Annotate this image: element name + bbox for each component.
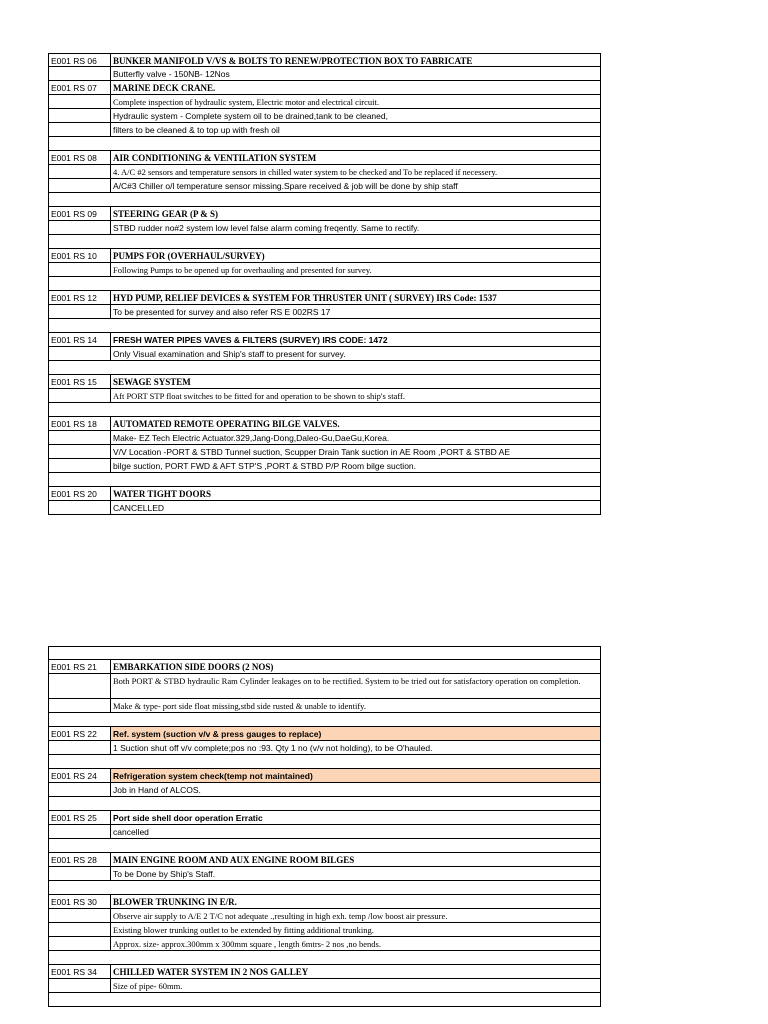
empty-code-cell [49, 361, 111, 374]
item-detail: bilge suction, PORT FWD & AFT STP'S ,PORT & STBD P/P Room bilge suction. [113, 461, 417, 471]
empty-cell [111, 361, 600, 374]
blank-row [48, 319, 601, 333]
item-header-row [48, 660, 601, 674]
item-code: E001 RS 21 [49, 660, 111, 673]
empty-code-cell [49, 347, 111, 360]
empty-code-cell [49, 109, 111, 122]
item-code: E001 RS 09 [49, 207, 111, 220]
item-detail: 1 Suction shut off v/v complete;pos no :93. Qty 1 no (v/v not holding), to be O'hauled. [113, 743, 433, 753]
empty-cell [111, 713, 600, 726]
item-title: FRESH WATER PIPES VAVES & FILTERS (SURVEY) IRS CODE: 1472 [113, 335, 388, 345]
empty-code-cell [49, 839, 111, 852]
blank-row [48, 951, 601, 965]
item-detail-row [48, 431, 601, 445]
item-detail: Size of pipe- 60mm. [113, 981, 183, 991]
item-detail: Butterfly valve - 150NB- 12Nos [113, 69, 230, 79]
empty-cell [111, 755, 600, 768]
empty-code-cell [49, 123, 111, 136]
empty-code-cell [49, 647, 111, 659]
blank-row [48, 473, 601, 487]
empty-cell [111, 403, 600, 416]
blank-row [48, 993, 601, 1007]
item-detail: A/C#3 Chiller o/l temperature sensor missing.Spare received & job will be done by ship staff [113, 181, 458, 191]
empty-code-cell [49, 67, 111, 80]
empty-cell [111, 881, 600, 894]
empty-cell [111, 797, 600, 810]
item-title: CHILLED WATER SYSTEM IN 2 NOS GALLEY [113, 967, 309, 977]
item-header-row [48, 81, 601, 95]
item-detail: Make- EZ Tech Electric Actuator.329,Jang-Dong,Daleo-Gu,DaeGu,Korea. [113, 433, 390, 443]
empty-cell [111, 647, 600, 659]
item-detail-row [48, 389, 601, 403]
blank-row [48, 137, 601, 151]
item-code: E001 RS 07 [49, 81, 111, 94]
blank-row [48, 797, 601, 811]
item-detail: CANCELLED [113, 503, 165, 513]
empty-code-cell [49, 881, 111, 894]
item-title: WATER TIGHT DOORS [113, 489, 212, 499]
empty-code-cell [49, 445, 111, 458]
item-header-row [48, 333, 601, 347]
item-title: EMBARKATION SIDE DOORS (2 NOS) [113, 662, 274, 672]
blank-row [48, 755, 601, 769]
empty-code-cell [49, 459, 111, 472]
blank-row [48, 403, 601, 417]
empty-code-cell [49, 501, 111, 514]
blank-row [48, 713, 601, 727]
item-title: STEERING GEAR (P & S) [113, 209, 219, 219]
item-detail: Complete inspection of hydraulic system, Electric motor and electrical circuit. [113, 97, 380, 107]
item-code: E001 RS 34 [49, 965, 111, 978]
item-code: E001 RS 14 [49, 333, 111, 346]
item-code: E001 RS 06 [49, 54, 111, 66]
item-detail: Observe air supply to A/E 2 T/C not adequate .,resulting in high exh. temp /low boost air pressure. [113, 911, 448, 921]
item-detail-row [48, 109, 601, 123]
item-code: E001 RS 18 [49, 417, 111, 430]
item-detail-row [48, 95, 601, 109]
item-detail-row [48, 165, 601, 179]
item-title: AUTOMATED REMOTE OPERATING BILGE VALVES. [113, 419, 340, 429]
item-detail: Approx. size- approx.300mm x 300mm square , length 6mtrs- 2 nos ,no bends. [113, 939, 381, 949]
item-detail-row [48, 741, 601, 755]
empty-code-cell [49, 179, 111, 192]
blank-row [48, 839, 601, 853]
item-detail-row [48, 445, 601, 459]
empty-code-cell [49, 993, 111, 1006]
item-detail-row [48, 305, 601, 319]
item-detail-row [48, 867, 601, 881]
item-code: E001 RS 24 [49, 769, 111, 782]
empty-code-cell [49, 783, 111, 796]
item-detail: Both PORT & STBD hydraulic Ram Cylinder leakages on to be rectified. System to be tried out for satisfactory operation on completion. [113, 676, 581, 686]
item-detail-row [48, 459, 601, 473]
empty-code-cell [49, 937, 111, 950]
empty-code-cell [49, 741, 111, 754]
work-list-table-1 [48, 53, 601, 515]
empty-cell [111, 951, 600, 964]
item-detail: V/V Location -PORT & STBD Tunnel suction, Scupper Drain Tank suction in AE Room ,PORT & STBD AE [113, 447, 511, 457]
item-detail-row [48, 923, 601, 937]
item-detail: filters to be cleaned & to top up with fresh oil [113, 125, 280, 135]
empty-cell [111, 137, 600, 150]
empty-code-cell [49, 235, 111, 248]
work-list-table-2 [48, 646, 601, 1007]
item-detail-row [48, 783, 601, 797]
blank-row [48, 193, 601, 207]
item-title: SEWAGE SYSTEM [113, 377, 191, 387]
empty-cell [111, 277, 600, 290]
empty-code-cell [49, 825, 111, 838]
empty-cell [111, 319, 600, 332]
item-detail: To be presented for survey and also refer RS E 002RS 17 [113, 307, 331, 317]
empty-cell [111, 473, 600, 486]
item-detail-row [48, 347, 601, 361]
item-header-row [48, 769, 601, 783]
item-header-row [48, 811, 601, 825]
item-header-row [48, 249, 601, 263]
item-detail: STBD rudder no#2 system low level false alarm coming freqently. Same to rectify. [113, 223, 420, 233]
item-detail-row [48, 979, 601, 993]
blank-row [48, 646, 601, 660]
item-code: E001 RS 25 [49, 811, 111, 824]
item-code: E001 RS 15 [49, 375, 111, 388]
item-detail: To be Done by Ship's Staff. [113, 869, 216, 879]
empty-code-cell [49, 165, 111, 178]
item-title: AIR CONDITIONING & VENTILATION SYSTEM [113, 153, 317, 163]
item-detail: Only Visual examination and Ship's staff to present for survey. [113, 349, 346, 359]
empty-code-cell [49, 797, 111, 810]
item-detail-row [48, 179, 601, 193]
item-detail-row [48, 674, 601, 699]
item-title: PUMPS FOR (OVERHAUL/SURVEY) [113, 251, 265, 261]
item-detail: Job in Hand of ALCOS. [113, 785, 201, 795]
empty-code-cell [49, 951, 111, 964]
blank-row [48, 235, 601, 249]
empty-code-cell [49, 979, 111, 992]
item-title: Port side shell door operation Erratic [113, 813, 263, 823]
item-title: MAIN ENGINE ROOM AND AUX ENGINE ROOM BILGES [113, 855, 355, 865]
item-code: E001 RS 10 [49, 249, 111, 262]
empty-code-cell [49, 909, 111, 922]
item-code: E001 RS 30 [49, 895, 111, 908]
item-header-row [48, 375, 601, 389]
item-detail: Hydraulic system - Complete system oil to be drained,tank to be cleaned, [113, 111, 388, 121]
item-title: MARINE DECK CRANE. [113, 83, 216, 93]
empty-code-cell [49, 923, 111, 936]
item-header-row [48, 417, 601, 431]
item-detail-row [48, 123, 601, 137]
empty-cell [111, 193, 600, 206]
item-header-row [48, 487, 601, 501]
blank-row [48, 881, 601, 895]
item-code: E001 RS 12 [49, 291, 111, 304]
item-code: E001 RS 22 [49, 727, 111, 740]
item-header-row [48, 207, 601, 221]
empty-code-cell [49, 193, 111, 206]
item-detail: Following Pumps to be opened up for overhauling and presented for survey. [113, 265, 372, 275]
item-title: BLOWER TRUNKING IN E/R. [113, 897, 237, 907]
item-code: E001 RS 08 [49, 151, 111, 164]
item-detail-row [48, 909, 601, 923]
blank-row [48, 361, 601, 375]
empty-code-cell [49, 699, 111, 712]
item-detail-row [48, 937, 601, 951]
empty-code-cell [49, 319, 111, 332]
item-header-row [48, 895, 601, 909]
item-header-row [48, 853, 601, 867]
empty-code-cell [49, 389, 111, 402]
item-title: HYD PUMP, RELIEF DEVICES & SYSTEM FOR THRUSTER UNIT ( SURVEY) IRS Code: 1537 [113, 293, 497, 303]
item-detail-row [48, 67, 601, 81]
item-code: E001 RS 28 [49, 853, 111, 866]
empty-cell [111, 993, 600, 1006]
item-detail-row [48, 699, 601, 713]
empty-code-cell [49, 403, 111, 416]
empty-code-cell [49, 431, 111, 444]
item-detail: cancelled [113, 827, 149, 837]
empty-cell [111, 235, 600, 248]
empty-code-cell [49, 137, 111, 150]
item-header-row [48, 151, 601, 165]
item-header-row [48, 965, 601, 979]
empty-code-cell [49, 713, 111, 726]
item-detail: Aft PORT STP float switches to be fitted for and operation to be shown to ship's staff. [113, 391, 405, 401]
item-code: E001 RS 20 [49, 487, 111, 500]
empty-code-cell [49, 305, 111, 318]
blank-row [48, 277, 601, 291]
item-detail: Make & type- port side float missing,stbd side rusted & unable to identify. [113, 701, 366, 711]
item-header-row [48, 291, 601, 305]
empty-code-cell [49, 221, 111, 234]
item-header-row [48, 727, 601, 741]
item-detail: Existing blower trunking outlet to be extended by fitting additional trunking. [113, 925, 374, 935]
empty-cell [111, 839, 600, 852]
item-detail-row [48, 221, 601, 235]
item-title: Ref. system (suction v/v & press gauges to replace) [111, 727, 600, 740]
item-title: BUNKER MANIFOLD V/VS & BOLTS TO RENEW/PROTECTION BOX TO FABRICATE [113, 56, 473, 66]
empty-code-cell [49, 867, 111, 880]
item-detail: 4. A/C #2 sensors and temperature sensors in chilled water system to be checked and To be replaced if necessery. [113, 167, 498, 177]
empty-code-cell [49, 755, 111, 768]
item-detail-row [48, 263, 601, 277]
empty-code-cell [49, 473, 111, 486]
item-detail-row [48, 825, 601, 839]
item-title: Refrigeration system check(temp not maintained) [111, 769, 600, 782]
empty-code-cell [49, 277, 111, 290]
empty-code-cell [49, 263, 111, 276]
empty-code-cell [49, 95, 111, 108]
item-header-row [48, 53, 601, 67]
empty-code-cell [49, 674, 111, 698]
item-detail-row [48, 501, 601, 515]
